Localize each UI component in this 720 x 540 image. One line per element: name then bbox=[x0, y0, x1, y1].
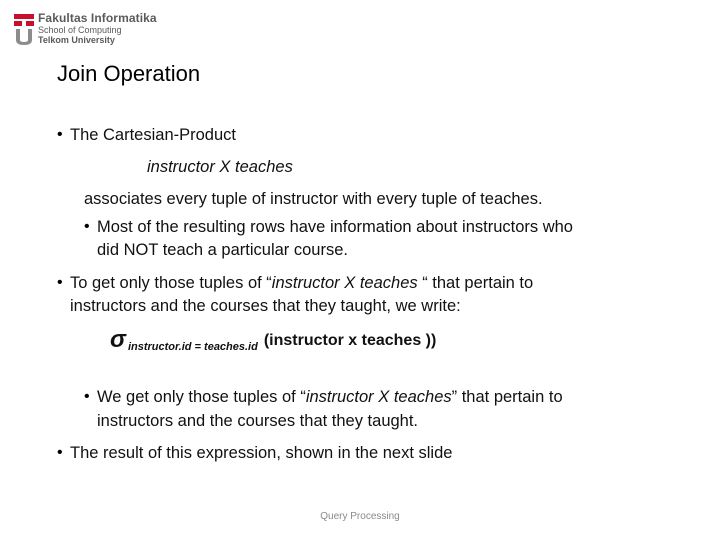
bullet-get-tuples-expression: instructor X teaches bbox=[271, 274, 423, 292]
associates-text: associates every tuple of instructor with every tuple of teaches. bbox=[84, 190, 543, 208]
bullet-cartesian-product: The Cartesian-Product bbox=[70, 126, 236, 144]
logo-text bbox=[38, 12, 157, 45]
sub-bullet-tuples-post: ” that pertain to bbox=[451, 388, 563, 406]
sub-bullet-tuples-line2: instructors and the courses that they taught. bbox=[97, 412, 419, 430]
sub-bullet-tuples-line1 bbox=[97, 388, 563, 407]
sub-bullet-tuples-expression: instructor X teaches bbox=[305, 388, 452, 406]
sub-bullet-marker: • bbox=[84, 388, 90, 405]
sigma-symbol: σ bbox=[110, 326, 126, 353]
telkom-logo-icon bbox=[14, 14, 34, 46]
sub-bullet-tuples-pre: We get only those tuples of “ bbox=[97, 388, 306, 406]
faculty-logo bbox=[12, 12, 162, 48]
bullet-get-tuples-line1 bbox=[70, 274, 533, 293]
bullet-marker: • bbox=[57, 274, 63, 291]
bullet-get-tuples-line2: instructors and the courses that they taught, we write: bbox=[70, 297, 461, 315]
selection-predicate: instructor.id = teaches.id bbox=[127, 341, 258, 353]
slide-title: Join Operation bbox=[57, 61, 201, 86]
sub-bullet-rows-line2: did NOT teach a particular course. bbox=[97, 241, 348, 259]
expression-instructor-x-teaches: instructor X teaches bbox=[147, 158, 293, 176]
logo-university-name: Telkom University bbox=[38, 35, 115, 45]
sub-bullet-rows-line1: Most of the resulting rows have information about instructors who bbox=[97, 218, 573, 236]
selection-expression: (instructor x teaches )) bbox=[263, 332, 437, 349]
bullet-get-tuples-post: “ that pertain to bbox=[422, 274, 534, 292]
footer-label: Query Processing bbox=[320, 511, 400, 522]
logo-faculty-name: Fakultas Informatika bbox=[38, 11, 157, 25]
bullet-marker: • bbox=[57, 126, 63, 143]
sub-bullet-marker: • bbox=[84, 218, 90, 235]
logo-school-name: School of Computing bbox=[38, 25, 122, 35]
bullet-result-expression: The result of this expression, shown in the next slide bbox=[70, 444, 453, 462]
selection-formula bbox=[110, 326, 436, 354]
bullet-get-tuples-pre: To get only those tuples of “ bbox=[70, 274, 272, 292]
bullet-marker: • bbox=[57, 444, 63, 461]
